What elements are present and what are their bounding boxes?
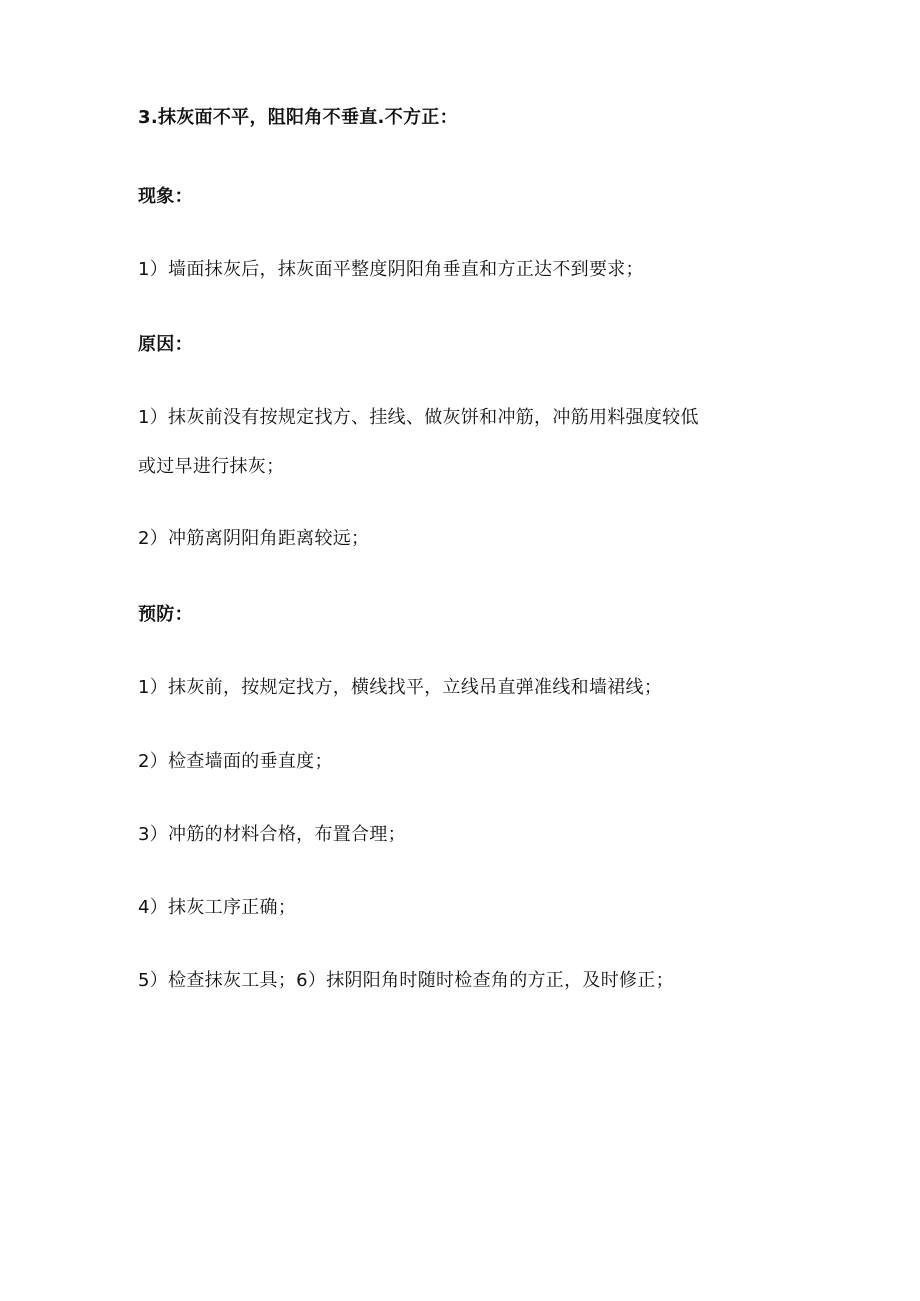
cause-item-1-continued: 或过早进行抹灰； <box>138 456 285 477</box>
cause-item-1: 1）抹灰前没有按规定找方、挂线、做灰饼和冲筋，冲筋用料强度较低 <box>138 407 699 428</box>
cause-item-2: 2）冲筋离阴阳角距离较远； <box>138 528 370 549</box>
section-title: 3.抹灰面不平，阻阳角不垂直.不方正： <box>138 107 458 128</box>
prevention-item-5: 5）检查抹灰工具；6）抹阴阳角时随时检查角的方正，及时修正； <box>138 970 674 991</box>
phenomenon-item-1: 1）墙面抹灰后，抹灰面平整度阴阳角垂直和方正达不到要求； <box>138 259 644 280</box>
prevention-item-1: 1）抹灰前，按规定找方，横线找平，立线吊直弹准线和墙裙线； <box>138 677 663 698</box>
prevention-item-3: 3）冲筋的材料合格，布置合理； <box>138 824 406 845</box>
heading-phenomenon: 现象： <box>138 186 193 207</box>
prevention-item-4: 4）抹灰工序正确； <box>138 897 297 918</box>
heading-prevention: 预防： <box>138 604 193 625</box>
heading-cause: 原因： <box>138 334 193 355</box>
prevention-item-2: 2）检查墙面的垂直度； <box>138 751 333 772</box>
